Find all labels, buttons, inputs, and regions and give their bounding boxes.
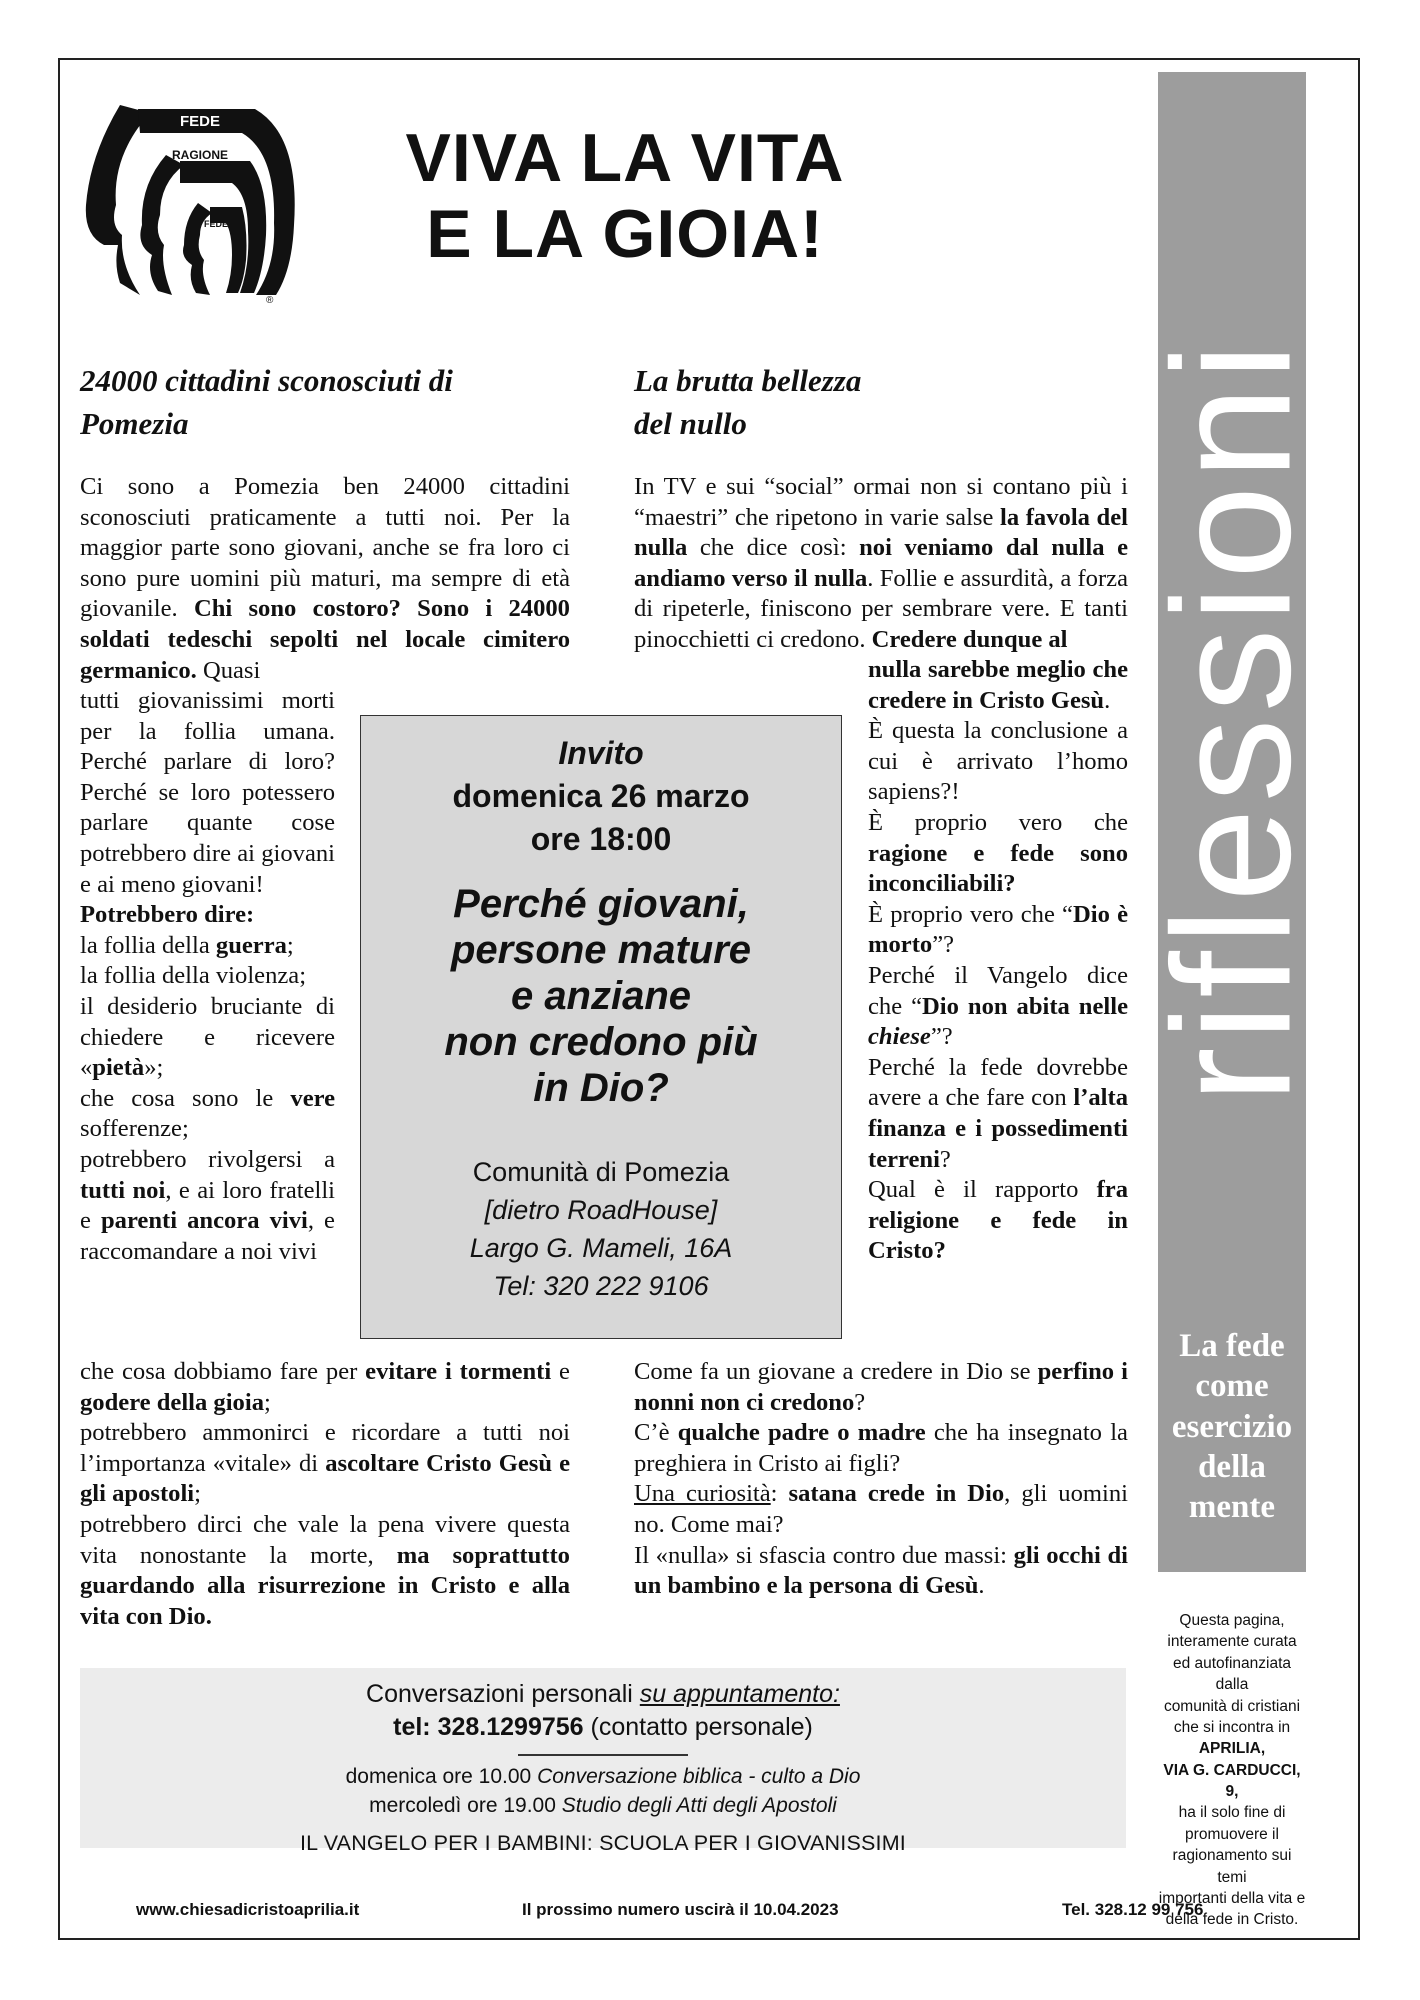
text-span: (contatto personale): [583, 1713, 813, 1741]
bold-span: qualche padre o madre: [677, 1419, 926, 1447]
bold-span: ascoltare Cristo Gesù e gli apostoli: [80, 1449, 570, 1508]
bold-span: la favola del nulla: [634, 503, 1128, 562]
text-span: potrebbero dirci che vale la pena vivere questa vita nonostante la morte,: [80, 1510, 570, 1569]
invitation-question: [361, 881, 841, 1111]
italic-span: chiese: [868, 1023, 931, 1051]
motto-line-1: La fede: [1179, 1328, 1285, 1364]
bold-span: satana crede in Dio: [788, 1480, 1005, 1508]
text-span: :: [770, 1480, 789, 1508]
text-span: È proprio vero che “: [868, 900, 1073, 928]
bold-span: vere: [290, 1084, 335, 1112]
footer-phone: Tel. 328.12 99 756: [1062, 1900, 1204, 1919]
logo-word-fede-top: FEDE: [179, 113, 221, 130]
invitation-street: Largo G. Mameli, 16A: [469, 1233, 733, 1263]
bold-span: Dio è morto: [868, 900, 1128, 959]
question-line: non credono più: [444, 1020, 758, 1064]
question-line: in Dio?: [533, 1066, 669, 1110]
bold-span: Potrebbero dire:: [80, 901, 255, 929]
text-span: Conversazioni personali: [366, 1680, 640, 1708]
text-span: . Follie e assurdità, a forza di ripeterle, finiscono per sembrare vere. E tanti pinocchietti ci credono.: [634, 564, 1128, 653]
article-1-heading-line-2: Pomezia: [80, 405, 189, 441]
registered-mark: ®: [266, 295, 274, 305]
article-2-heading-line-2: del nullo: [634, 405, 747, 441]
text-span: potrebbero ammonirci e ricordare a tutti noi l’importanza «vitale» di: [80, 1419, 570, 1477]
invitation-phone: Tel: 320 222 9106: [493, 1271, 709, 1301]
invitation-place: Comunità di Pomezia: [472, 1157, 730, 1187]
text-span: In TV e sui “social” ormai non si contano più i “maestri” che ripetono in varie salse: [634, 473, 1128, 531]
text-span: .: [1104, 686, 1111, 714]
invitation-box: [360, 715, 842, 1339]
contact-line-2: [80, 1710, 1126, 1744]
note-line: ed autofinanziata dalla: [1172, 1654, 1292, 1694]
bold-span: fra religione e fede in Cristo?: [868, 1176, 1128, 1265]
text-span: potrebbero rivolgersi a: [80, 1145, 335, 1173]
article-2-heading-line-1: La brutta bellezza: [634, 363, 862, 398]
text-span: »;: [144, 1054, 164, 1082]
bold-span: ragione e fede sono inconciliabili?: [868, 839, 1128, 898]
article-1-heading-line-1: 24000 cittadini sconosciuti di: [80, 363, 453, 398]
motto-line-2: come: [1195, 1368, 1269, 1405]
note-line: Questa pagina,: [1179, 1612, 1285, 1629]
text-span: mercoledì ore 19.00: [369, 1794, 562, 1817]
text-span: che dice così:: [687, 534, 860, 562]
text-span: ;: [286, 931, 294, 959]
text-span: Ci sono a Pomezia ben 24000 cittadini sconosciuti praticamente a tutti noi. Per la maggior parte sono giovani, anche se fra loro ci sono pure uomini più maturi, ma sempre di età giovanile.: [80, 473, 570, 623]
note-line: ragionamento sui temi: [1172, 1847, 1292, 1886]
note-city: APRILIA,: [1198, 1740, 1266, 1758]
note-line: comunità di cristiani: [1163, 1697, 1301, 1715]
schedule-wednesday: [80, 1791, 1126, 1820]
text-span: che cosa dobbiamo fare per: [80, 1358, 366, 1385]
text-span: che ha insegnato la preghiera in Cristo ai figli?: [634, 1419, 1128, 1477]
text-span: domenica ore 10.00: [345, 1765, 538, 1788]
invitation-label: Invito: [558, 735, 644, 771]
bold-span: tutti noi: [80, 1176, 166, 1204]
footer-next-issue: Il prossimo numero uscirà il 10.04.2023: [522, 1900, 839, 1919]
underlined-span: Una curiosità: [634, 1480, 771, 1508]
divider: [518, 1754, 688, 1756]
bold-span: pietà: [92, 1054, 145, 1082]
title-line-1: VIVA LA VITA: [405, 120, 845, 196]
contact-line-1: [80, 1678, 1126, 1710]
note-line: promuovere il: [1185, 1825, 1279, 1843]
main-title: [370, 120, 880, 272]
article-1-heading: [80, 360, 580, 446]
article-1-wrapped-text: [80, 686, 335, 1267]
invitation-place-note: [dietro RoadHouse]: [484, 1195, 718, 1225]
bold-span: Chi sono costoro? Sono i 24000 soldati tedeschi sepolti nel locale cimitero germanico.: [80, 595, 570, 684]
bold-span: l’alta finanza e i possedimenti terreni: [868, 1084, 1128, 1173]
note-line: ha il solo fine di: [1178, 1804, 1286, 1822]
riflessioni-vertical-title: riflessioni: [1137, 336, 1326, 1104]
invitation-date: domenica 26 marzo: [452, 778, 750, 814]
bold-span: noi veniamo dal nulla e andiamo verso il nulla: [634, 534, 1128, 592]
text-span: sofferenze;: [80, 1115, 189, 1143]
bold-span: godere della gioia: [80, 1388, 264, 1416]
bold-span: guerra: [215, 931, 287, 959]
footer-website[interactable]: www.chiesadicristoaprilia.it: [136, 1900, 360, 1919]
text-span: C’è: [634, 1419, 678, 1447]
article-1-conclusion: [80, 1357, 570, 1632]
bold-span: evitare i tormenti: [365, 1358, 552, 1385]
text-span: Perché il Vangelo dice che “: [868, 961, 1128, 1020]
schedule-sunday: [80, 1762, 1126, 1791]
logo-word-ragione-1: RAGIONE: [171, 148, 229, 162]
bold-span: parenti ancora vivi: [100, 1207, 308, 1235]
text-span: .: [978, 1572, 985, 1600]
italic-span: Studio degli Atti degli Apostoli: [561, 1794, 837, 1817]
appointment-text: su appuntamento:: [639, 1680, 840, 1708]
motto-line-5: mente: [1188, 1489, 1276, 1525]
text-span: ”?: [930, 1023, 953, 1051]
text-span: Quasi: [196, 656, 261, 684]
logo-word-ragione-2: RAGIONE: [184, 184, 236, 196]
text-span: ?: [939, 1145, 951, 1173]
paragraph: È questa la conclusione a cui è arrivato l’homo sapiens?!: [868, 717, 1128, 806]
text-span: Perché la fede dovrebbe avere a che fare con: [868, 1053, 1128, 1112]
text-span: È proprio vero che: [868, 808, 1128, 836]
bold-span: gli occhi di un bambino e la persona di Gesù: [634, 1541, 1128, 1600]
logo-word-fede-bottom: FEDE: [203, 219, 229, 229]
bold-span: Dio non abita nelle: [922, 992, 1128, 1020]
text-span: , e raccomandare a noi vivi: [80, 1207, 335, 1265]
article-2-heading: [634, 360, 1134, 446]
question-line: Perché giovani,: [453, 882, 749, 926]
text-span: Come fa un giovane a credere in Dio se: [634, 1358, 1038, 1385]
bold-span: Credere dunque al: [871, 625, 1068, 653]
text-span: ;: [194, 1480, 201, 1508]
text-span: Il «nulla» si sfascia contro due massi:: [634, 1541, 1014, 1569]
question-line: e anziane: [510, 974, 692, 1018]
title-line-2: E LA GIOIA!: [426, 196, 824, 273]
note-street: VIA G. CARDUCCI, 9,: [1163, 1761, 1301, 1800]
kids-program: IL VANGELO PER I BAMBINI: SCUOLA PER I GIOVANISSIMI: [300, 1831, 906, 1855]
fede-ragione-logo: [80, 95, 300, 305]
text-span: ;: [264, 1388, 271, 1416]
contact-phone: tel: 328.1299756: [393, 1713, 584, 1741]
contact-box: [80, 1668, 1126, 1855]
bold-span: nulla sarebbe meglio che credere in Cristo Gesù: [868, 656, 1128, 714]
note-line: della fede in Cristo.: [1165, 1911, 1299, 1929]
note-line: importanti della vita e: [1158, 1889, 1306, 1907]
motto-line-4: della: [1198, 1448, 1266, 1485]
note-line: interamente curata: [1167, 1633, 1297, 1651]
invitation-address: [361, 1153, 841, 1305]
text-span: ?: [854, 1388, 866, 1416]
bold-span: perfino i nonni non ci credono: [634, 1358, 1128, 1416]
article-2-conclusion: [634, 1357, 1128, 1602]
paragraph: tutti giovanissimi morti per la follia umana. Perché parlare di loro? Perché se loro potessero parlare quante cose potrebbero dire ai giovani e ai meno giovani!: [80, 687, 335, 898]
article-2-wrapped-text: [868, 655, 1128, 1267]
note-line: che si incontra in: [1173, 1718, 1291, 1736]
bold-span: ma soprattutto guardando alla risurrezione in Cristo e alla vita con Dio.: [80, 1541, 570, 1630]
text-span: ”?: [932, 931, 955, 959]
question-line: persone mature: [450, 928, 752, 972]
sidebar-motto: [1158, 1326, 1306, 1527]
text-span: , gli uomini no. Come mai?: [634, 1480, 1128, 1538]
italic-span: Conversazione biblica - culto a Dio: [537, 1765, 861, 1788]
text-span: il desiderio bruciante di chiedere e ricevere «: [80, 992, 335, 1082]
text-span: che cosa sono le: [80, 1084, 291, 1112]
article-1-intro: [80, 472, 570, 686]
invitation-time: ore 18:00: [530, 821, 672, 857]
sidebar-note: [1158, 1610, 1306, 1931]
text-span: la follia della: [80, 931, 216, 959]
text-span: Qual è il rapporto: [868, 1176, 1097, 1204]
paragraph: la follia della violenza;: [80, 962, 307, 990]
motto-line-3: esercizio: [1171, 1408, 1293, 1445]
text-span: e: [551, 1358, 570, 1385]
article-2-intro: [634, 472, 1128, 656]
text-span: , e ai loro fratelli e: [80, 1176, 335, 1235]
